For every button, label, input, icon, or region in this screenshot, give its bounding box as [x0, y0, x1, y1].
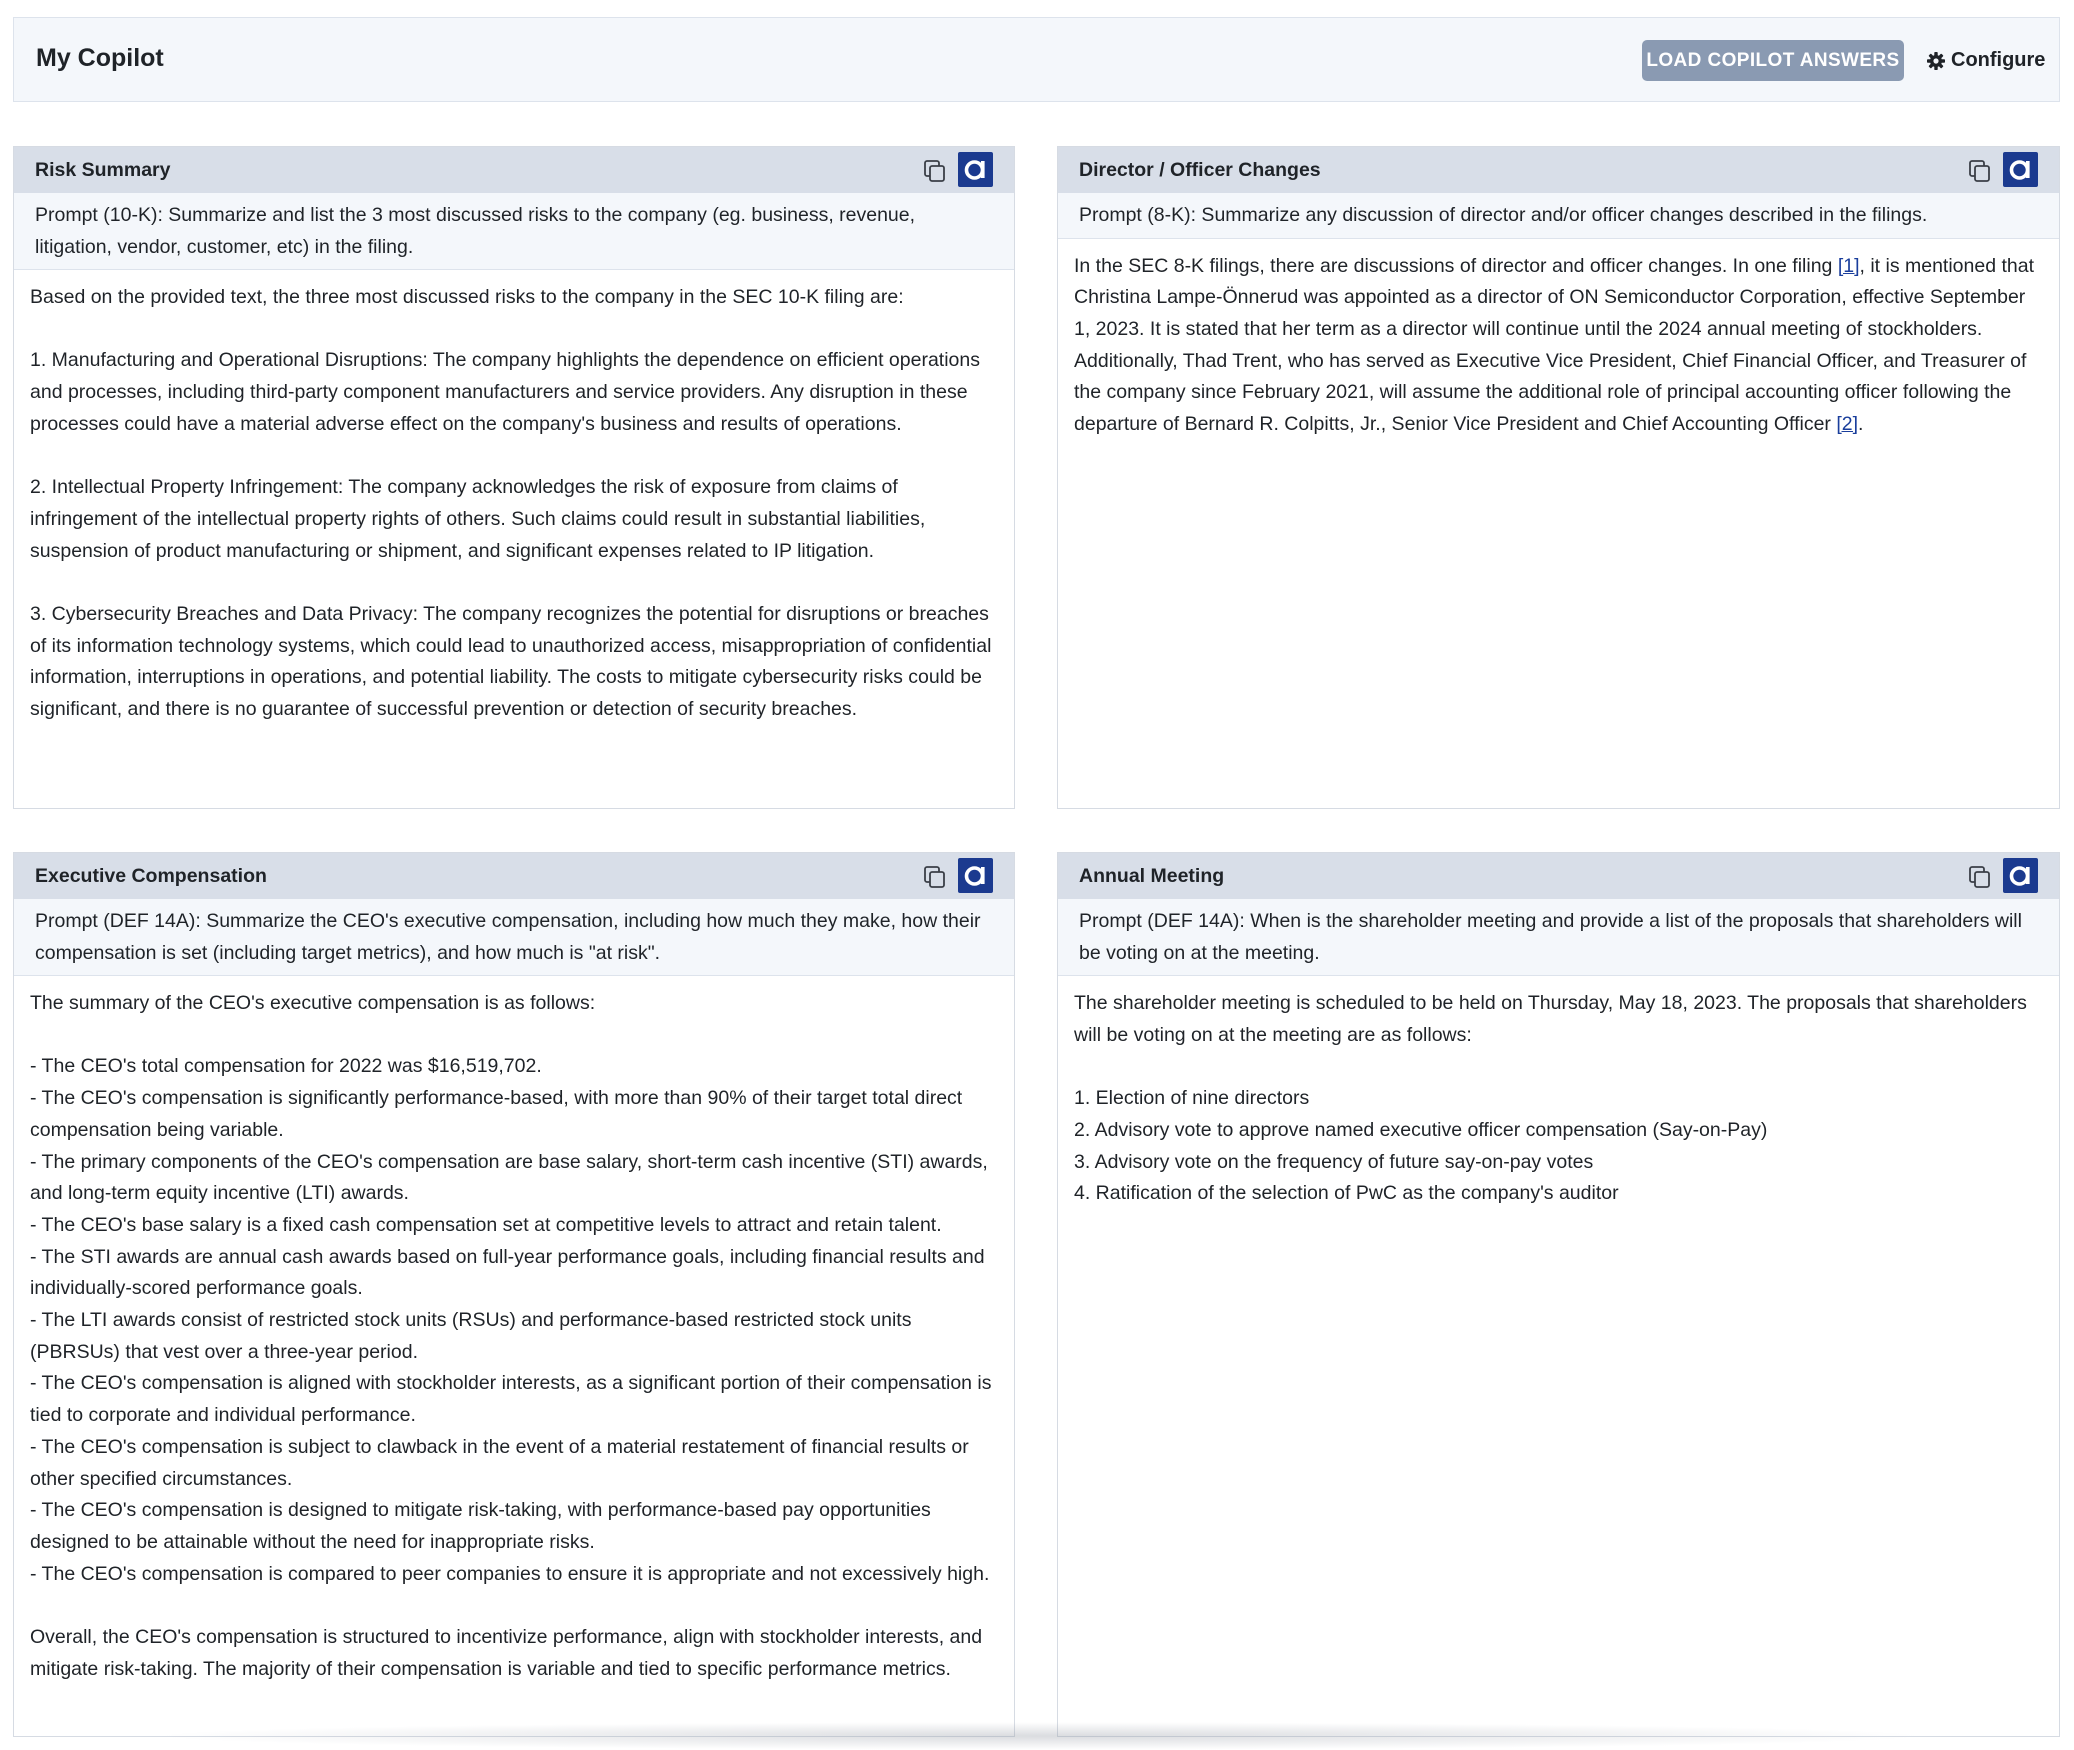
- prompt-text: Prompt (DEF 14A): Summarize the CEO's executive compensation, including how much they make, how their compensation is set (including target metrics), and how much is "at risk".: [14, 899, 1014, 976]
- answer-text: [1058, 239, 2059, 441]
- annual-meeting-panel: [1057, 852, 2060, 1737]
- panel-title: Executive Compensation: [35, 865, 267, 887]
- alphasense-logo-icon[interactable]: [2003, 152, 2038, 187]
- risk-summary-panel: [13, 146, 1015, 809]
- panel-title: Annual Meeting: [1079, 865, 1225, 887]
- gear-icon: [1926, 51, 1946, 71]
- answer-text: Based on the provided text, the three most discussed risks to the company in the SEC 10-K filing are: 1. Manufacturing and Operational Disruptions: The company highlights the dependence on efficient operations and processes, including third-party component manufacturers and service providers. Any disruption in these processes could have a material adverse effect on the company's business and results of operations. 2. Intellectual Property Infringement: The company acknowledges the risk of exposure from claims of infringement of the intellectual property rights of others. Such claims could result in substantial liabilities, suspension of product manufacturing or shipment, and significant expenses related to IP litigation. 3. Cybersecurity Breaches and Data Privacy: The company recognizes the potential for disruptions or breaches of its information technology systems, which could lead to unauthorized access, misappropriation of confidential information, interruptions in operations, and potential liability. The costs to mitigate cybersecurity risks could be significant, and there is no guarantee of successful prevention or detection of security breaches.: [30, 286, 992, 721]
- page-title: My Copilot: [36, 44, 164, 72]
- panel-header: [14, 853, 1014, 899]
- configure-button[interactable]: [1926, 40, 2045, 81]
- copy-icon[interactable]: [922, 158, 948, 184]
- copy-icon[interactable]: [1967, 864, 1993, 890]
- executive-compensation-panel: [13, 852, 1015, 1737]
- answer-text: The shareholder meeting is scheduled to be held on Thursday, May 18, 2023. The proposals that shareholders will be voting on at the meeting are as follows: 1. Election of nine directors 2. Advisory vote to approve named executive officer compensation (Say-on-Pay) 3. Advisory vote on the frequency of future say-on-pay votes 4. Ratification of the selection of PwC as the company's auditor: [1074, 992, 2027, 1205]
- copy-icon[interactable]: [922, 864, 948, 890]
- prompt-text: Prompt (10-K): Summarize and list the 3 most discussed risks to the company (eg. business, revenue, litigation, vendor, customer, etc) in the filing.: [14, 193, 1014, 270]
- top-bar: [13, 17, 2060, 102]
- citation-link[interactable]: [1]: [1837, 254, 1860, 277]
- panel-header: [1058, 147, 2059, 193]
- panel-header: [1058, 853, 2059, 899]
- citation-link[interactable]: [2]: [1836, 413, 1859, 436]
- panel-header: [14, 147, 1014, 193]
- answer-text: The summary of the CEO's executive compensation is as follows: - The CEO's total compensation for 2022 was $16,519,702. - The CEO's compensation is significantly performance-based, with more than 90% of their target total direct compensation being variable. - The primary components of the CEO's compensation are base salary, short-term cash incentive (STI) awards, and long-term equity incentive (LTI) awards. - The CEO's base salary is a fixed cash compensation set at competitive levels to attract and retain talent. - The STI awards are annual cash awards based on full-year performance goals, including financial results and individually-scored performance goals. - The LTI awards consist of restricted stock units (RSUs) and performance-based restricted stock units (PBRSUs) that vest over a three-year period. - The CEO's compensation is aligned with stockholder interests, as a significant portion of their compensation is tied to corporate and individual performance. - The CEO's compensation is subject to clawback in the event of a material restatement of financial results or other specified circumstances. - The CEO's compensation is designed to mitigate risk-taking, with performance-based pay opportunities designed to be attainable without the need for inappropriate risks. - The CEO's compensation is compared to peer companies to ensure it is appropriate and not excessively high. Overall, the CEO's compensation is structured to incentivize performance, align with stockholder interests, and mitigate risk-taking. The majority of their compensation is variable and tied to specific performance metrics.: [30, 992, 992, 1680]
- prompt-text: Prompt (8-K): Summarize any discussion of director and/or officer changes described in the filings.: [1058, 193, 2059, 239]
- panel-title: Risk Summary: [35, 159, 171, 181]
- alphasense-logo-icon[interactable]: [958, 152, 993, 187]
- answer-part: In the SEC 8-K filings, there are discussions of director and officer changes. In one filing: [1074, 254, 1838, 277]
- prompt-text: Prompt (DEF 14A): When is the shareholder meeting and provide a list of the proposals that shareholders will be voting on at the meeting.: [1058, 899, 2059, 976]
- load-copilot-answers-button[interactable]: LOAD COPILOT ANSWERS: [1642, 40, 1904, 81]
- answer-part: , it is mentioned that Christina Lampe-Önnerud was appointed as a director of ON Semiconductor Corporation, effective September 1, 2023. It is stated that her term as a director will continue until the 2024 annual meeting of stockholders. Additionally, Thad Trent, who has served as Executive Vice President, Chief Financial Officer, and Treasurer of the company since February 2021, will assume the additional role of principal accounting officer following the departure of Bernard R. Colpitts, Jr., Senior Vice President and Chief Accounting Officer: [1074, 254, 2035, 436]
- bottom-shadow: [150, 1722, 1930, 1750]
- panel-title: Director / Officer Changes: [1079, 159, 1321, 181]
- alphasense-logo-icon[interactable]: [958, 858, 993, 893]
- copy-icon[interactable]: [1967, 158, 1993, 184]
- director-officer-changes-panel: [1057, 146, 2060, 809]
- alphasense-logo-icon[interactable]: [2003, 858, 2038, 893]
- answer-part: .: [1858, 413, 1864, 436]
- configure-label: Configure: [1951, 49, 2046, 71]
